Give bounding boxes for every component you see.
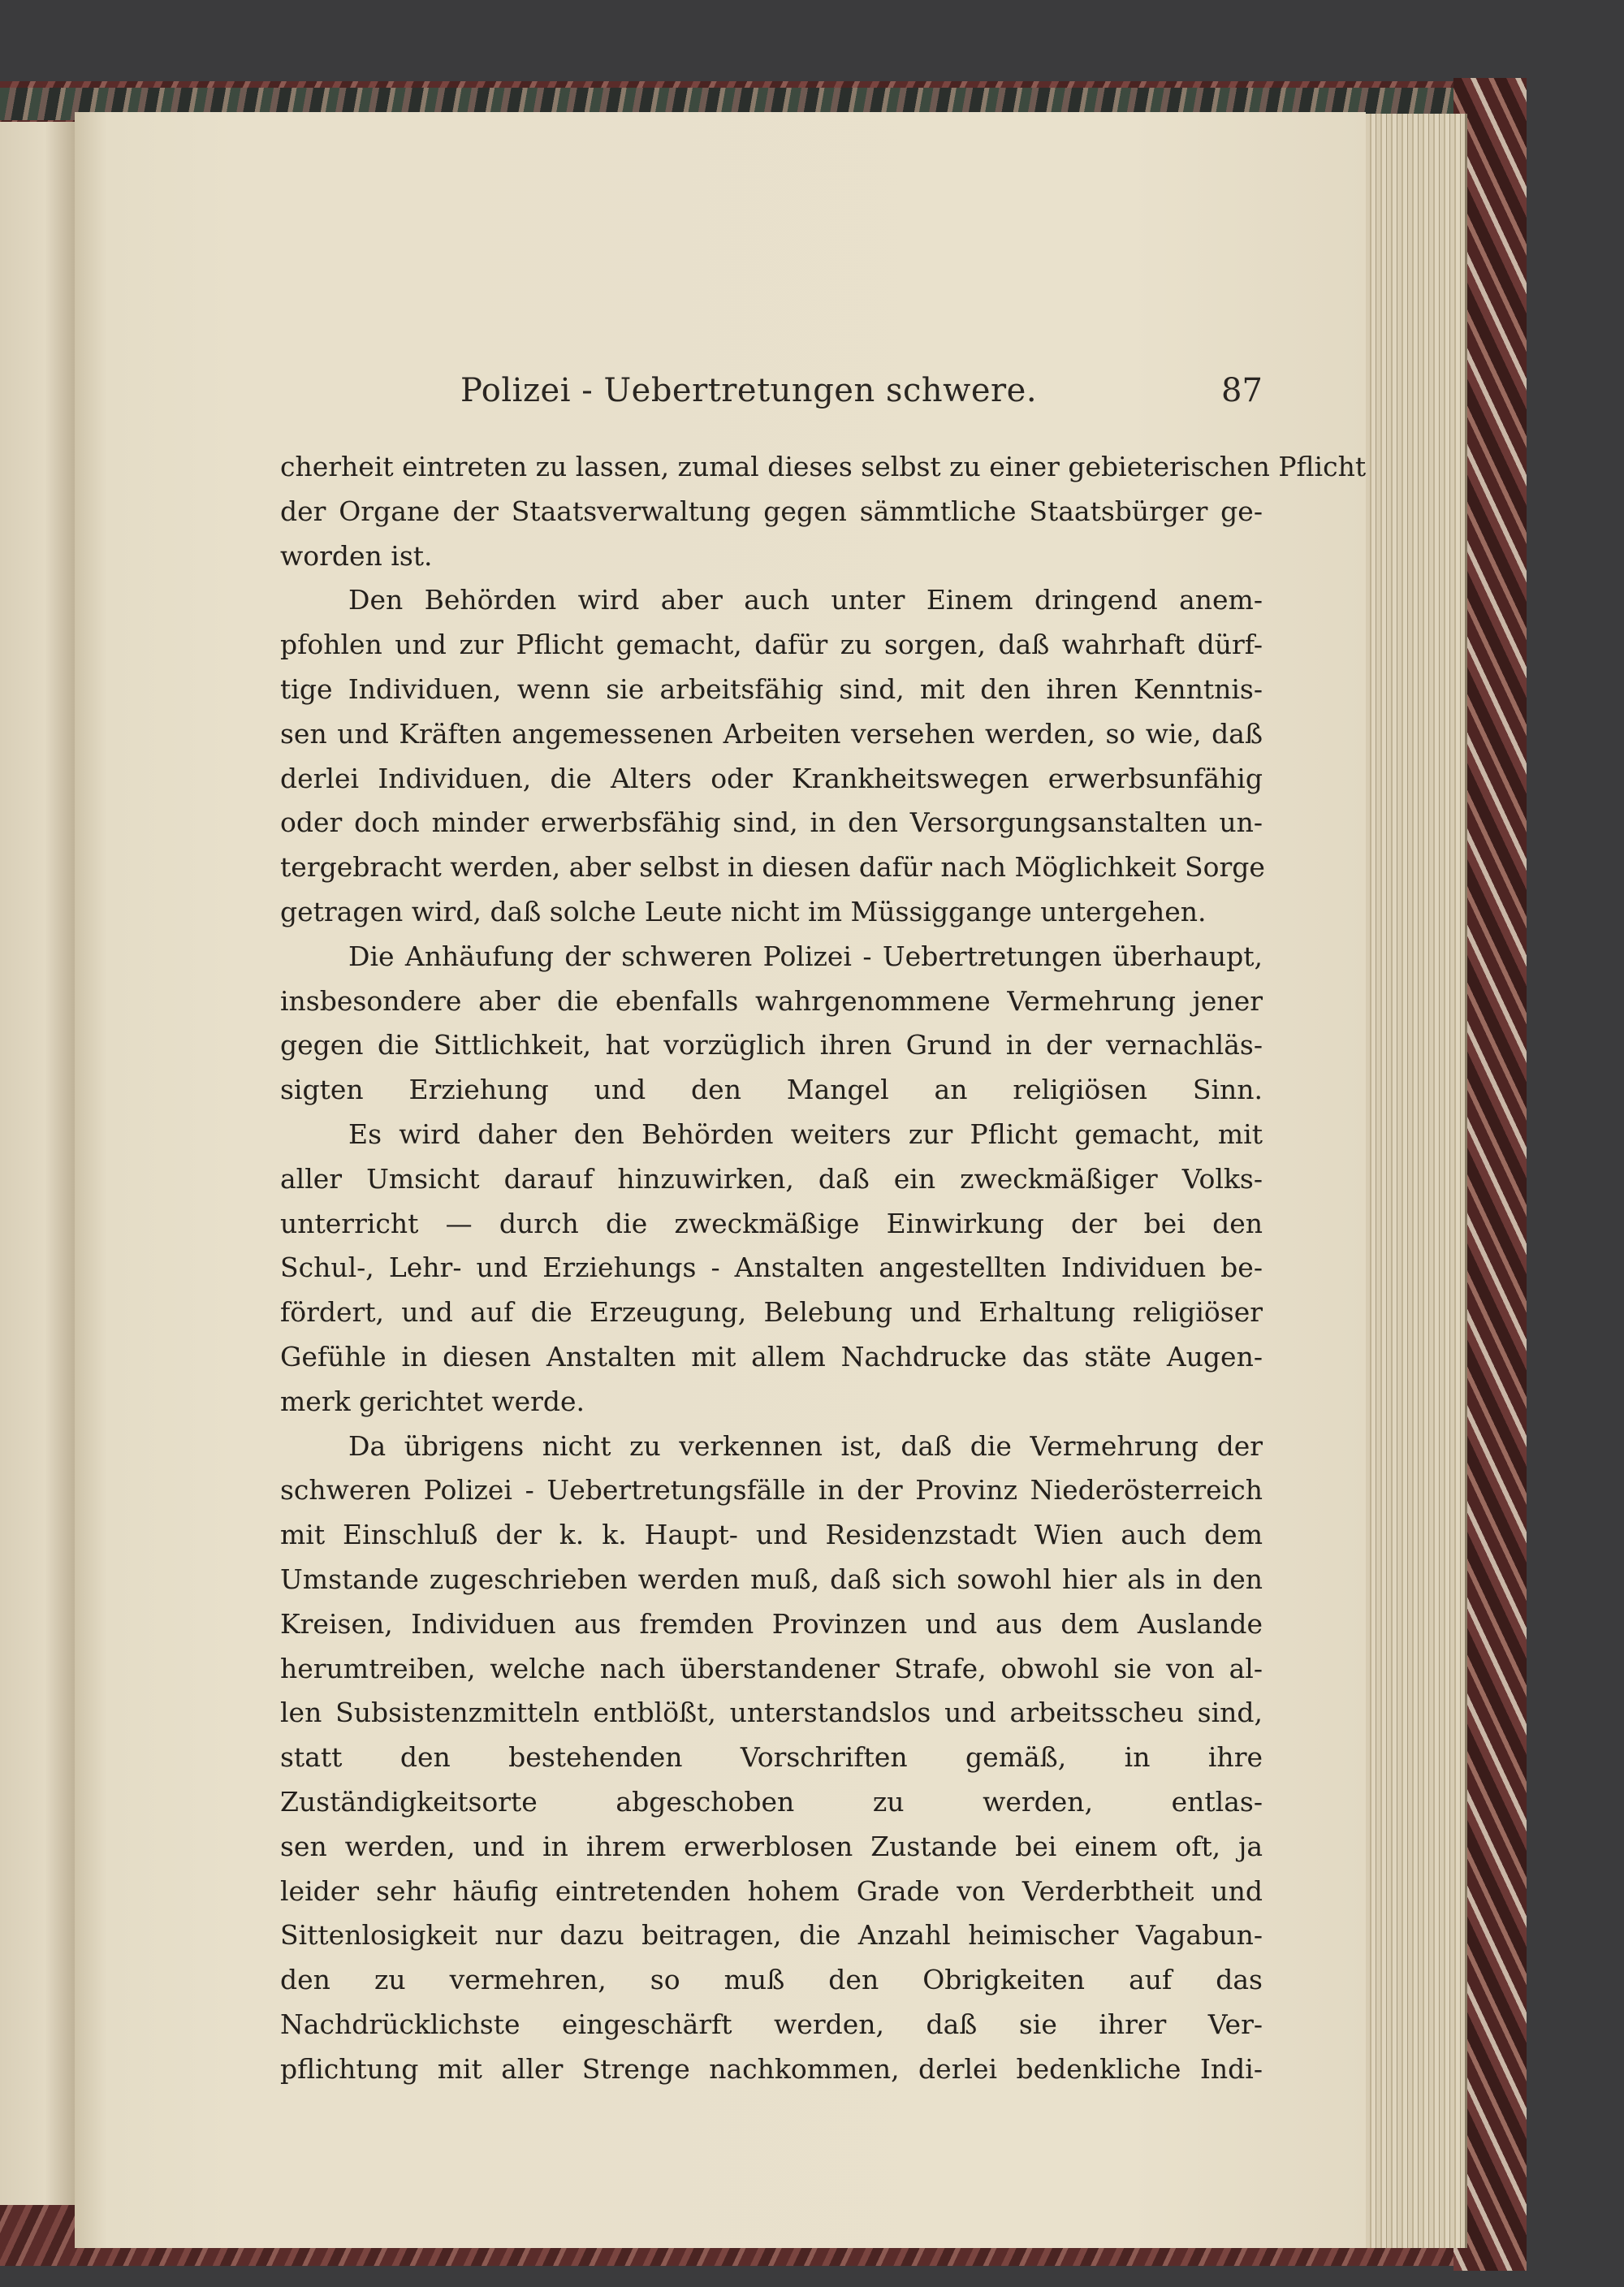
text-line: aller Umsicht darauf hinzuwirken, daß ein zweckmäßiger Volks-: [280, 1162, 1263, 1195]
page-header: [75, 372, 1263, 421]
book-page: [75, 112, 1366, 2248]
text-line: schweren Polizei - Uebertretungsfälle in der Provinz Niederösterreich: [280, 1474, 1263, 1507]
text-line: Gefühle in diesen Anstalten mit allem Nachdrucke das stäte Augen-: [280, 1340, 1263, 1373]
text-line: leider sehr häufig eintretenden hohem Grade von Verderbtheit und: [280, 1874, 1263, 1907]
text-line: Kreisen, Individuen aus fremden Provinzen und aus dem Auslande: [280, 1607, 1263, 1640]
text-line: worden ist.: [280, 539, 433, 572]
left-page-edge: [0, 122, 76, 2205]
text-line: getragen wird, daß solche Leute nicht im Müssiggange untergehen.: [280, 895, 1207, 927]
text-line: unterricht — durch die zweckmäßige Einwirkung der bei den: [280, 1207, 1263, 1239]
text-line: pfohlen und zur Pflicht gemacht, dafür zu sorgen, daß wahrhaft dürf-: [280, 629, 1263, 661]
text-line: sigten Erziehung und den Mangel an religiösen Sinn.: [280, 1074, 1263, 1106]
text-line: oder doch minder erwerbsfähig sind, in den Versorgungsanstalten un-: [280, 806, 1263, 839]
text-line: merk gerichtet werde.: [280, 1385, 585, 1417]
text-line: Die Anhäufung der schweren Polizei - Uebertretungen überhaupt,: [348, 940, 1263, 972]
text-line: sen werden, und in ihrem erwerblosen Zustande bei einem oft, ja: [280, 1830, 1263, 1862]
text-line: fördert, und auf die Erzeugung, Belebung und Erhaltung religiöser: [280, 1296, 1263, 1329]
text-line: herumtreiben, welche nach überstandener Strafe, obwohl sie von al-: [280, 1652, 1263, 1684]
text-line: cherheit eintreten zu lassen, zumal dieses selbst zu einer gebieterischen Pflicht: [280, 451, 1367, 482]
text-line: Da übrigens nicht zu verkennen ist, daß die Vermehrung der: [348, 1429, 1263, 1462]
text-line: derlei Individuen, die Alters oder Krankheitswegen erwerbsunfähig: [280, 762, 1263, 794]
text-line: pflichtung mit aller Strenge nachkommen, derlei bedenkliche Indi-: [280, 2052, 1263, 2085]
text-line: Umstande zugeschrieben werden muß, daß sich sowohl hier als in den: [280, 1563, 1263, 1595]
text-line: mit Einschluß der k. k. Haupt- und Residenzstadt Wien auch dem: [280, 1519, 1263, 1551]
text-line: insbesondere aber die ebenfalls wahrgenommene Vermehrung jener: [280, 984, 1263, 1017]
text-line: gegen die Sittlichkeit, hat vorzüglich ihren Grund in der vernachläs-: [280, 1029, 1263, 1061]
text-line: Schul-, Lehr- und Erziehungs - Anstalten angestellten Individuen be-: [280, 1252, 1263, 1284]
text-line: len Subsistenzmitteln entblößt, unterstandslos und arbeitsscheu sind,: [280, 1697, 1263, 1729]
text-line: den zu vermehren, so muß den Obrigkeiten auf das: [280, 1964, 1263, 1996]
running-title: Polizei - Uebertretungen schwere.: [460, 372, 1038, 409]
body-text: [280, 445, 1367, 2091]
text-line: der Organe der Staatsverwaltung gegen sämmtliche Staatsbürger ge-: [280, 495, 1263, 527]
page-stack-edges: [1366, 114, 1467, 2248]
text-line: Nachdrücklichste eingeschärft werden, daß sie ihrer Ver-: [280, 2008, 1263, 2040]
text-line: Es wird daher den Behörden weiters zur Pflicht gemacht, mit: [348, 1118, 1263, 1150]
text-line: tergebracht werden, aber selbst in diesen dafür nach Möglichkeit Sorge: [280, 851, 1265, 884]
text-line: statt den bestehenden Vorschriften gemäß, in ihre: [280, 1741, 1263, 1774]
text-line: tige Individuen, wenn sie arbeitsfähig sind, mit den ihren Kenntnis-: [280, 672, 1263, 705]
text-line: Den Behörden wird aber auch unter Einem dringend anem-: [348, 584, 1263, 616]
text-line: sen und Kräften angemessenen Arbeiten versehen werden, so wie, daß: [280, 717, 1263, 750]
text-line: Zuständigkeitsorte abgeschoben zu werden, entlas-: [280, 1785, 1263, 1818]
text-line: Sittenlosigkeit nur dazu beitragen, die Anzahl heimischer Vagabun-: [280, 1919, 1263, 1952]
page-number: 87: [1221, 372, 1263, 409]
